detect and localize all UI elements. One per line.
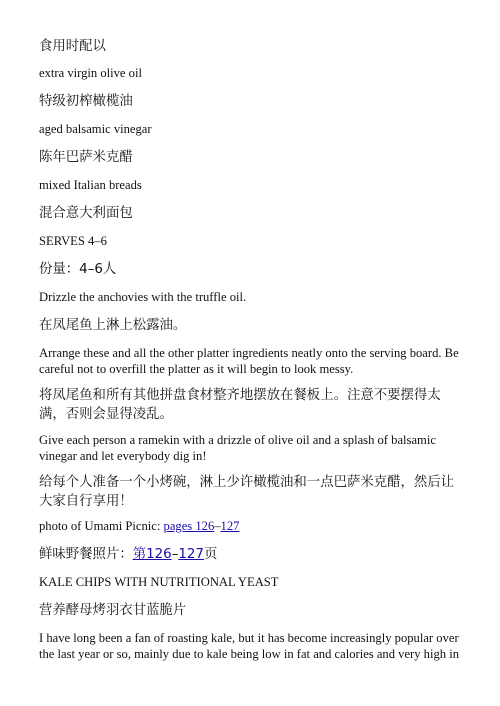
photo-reference-zh-suffix: 页 (203, 547, 218, 562)
text-en-balsamic: aged balsamic vinegar (39, 122, 152, 136)
page-link-126[interactable]: pages 126 (163, 519, 215, 533)
text-zh-serve-with: 食用时配以 (39, 39, 106, 54)
text-en-kale-heading: KALE CHIPS WITH NUTRITIONAL YEAST (39, 575, 279, 589)
text-zh-serves: 份量：4–6人 (39, 262, 117, 277)
text-zh-breads: 混合意大利面包 (39, 206, 133, 221)
text-zh-balsamic: 陈年巴萨米克醋 (39, 150, 133, 165)
photo-reference-en-prefix: photo of Umami Picnic: (39, 519, 164, 533)
photo-reference-zh-dash: – (171, 547, 179, 562)
text-en-kale-intro: I have long been a fan of roasting kale, but it has become increasingly popular over the last year or so, mainly due to kale being low in fat and calories and very high in (39, 631, 460, 661)
text-zh-drizzle: 在凤尾鱼上淋上松露油。 (39, 318, 187, 333)
text-en-ramekin: Give each person a ramekin with a drizzle of olive oil and a splash of balsamic vinegar and let everybody dig in! (39, 433, 436, 463)
page-link-127[interactable]: 127 (220, 519, 240, 533)
photo-reference-zh (39, 545, 217, 564)
photo-reference-zh-prefix: 鲜味野餐照片： (39, 547, 133, 562)
text-en-drizzle: Drizzle the anchovies with the truffle oil. (39, 290, 247, 304)
page-link-zh-126[interactable]: 第126 (132, 547, 172, 562)
text-en-olive-oil: extra virgin olive oil (39, 66, 142, 80)
text-en-breads: mixed Italian breads (39, 178, 142, 192)
text-en-serves: SERVES 4–6 (39, 234, 107, 248)
text-en-arrange: Arrange these and all the other platter ingredients neatly onto the serving board. Be careful not to overfill the platter as it will begin to look messy. (39, 346, 459, 376)
text-zh-arrange: 将凤尾鱼和所有其他拼盘食材整齐地摆放在餐板上。注意不要摆得太满，否则会显得凌乱。 (39, 388, 441, 422)
text-zh-kale-heading: 营养酵母烤羽衣甘蓝脆片 (39, 603, 187, 618)
photo-reference-en-dash: – (214, 519, 221, 533)
text-zh-ramekin: 给每个人准备一个小烤碗，淋上少许橄榄油和一点巴萨米克醋，然后让大家自行享用！ (39, 475, 455, 509)
page-link-zh-127[interactable]: 127 (178, 547, 204, 562)
text-zh-olive-oil: 特级初榨橄榄油 (39, 94, 133, 109)
photo-reference-en (39, 518, 239, 534)
